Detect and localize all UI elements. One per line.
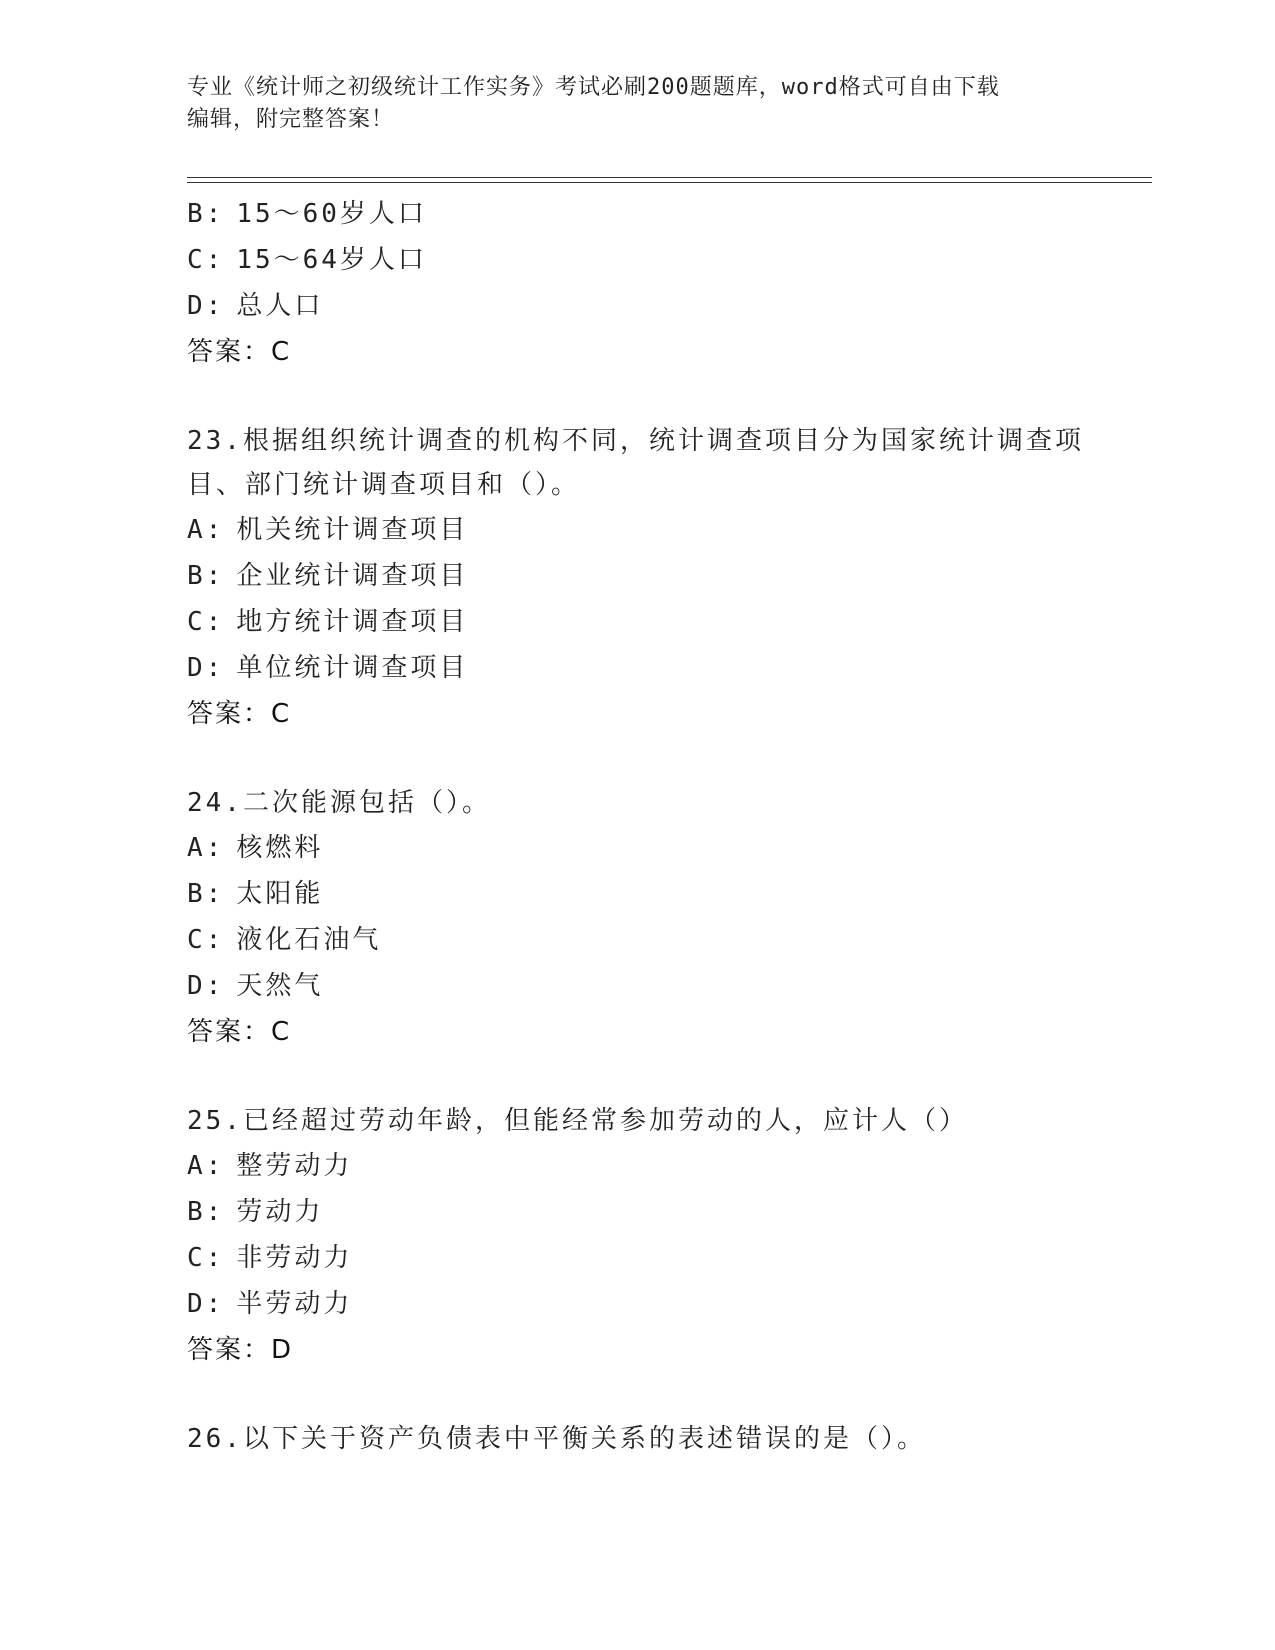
question-stem [187,1417,1087,1461]
header-line-2: 编辑，附完整答案！ [187,107,395,132]
option-c: C: 15～64岁人口 [187,245,427,275]
header-rule-bottom [187,182,1152,183]
option-d: D: 天然气 [187,971,324,1001]
question-stem [187,1099,1087,1143]
option-d: D: 总人口 [187,291,324,321]
option-a: A: 整劳动力 [187,1151,353,1181]
answer-line: 答案：D [187,1335,294,1365]
option-b: B: 企业统计调查项目 [187,561,469,591]
question-list [187,191,1087,1461]
stem-line-1: 24.二次能源包括（）。 [187,788,491,818]
question-24 [187,781,1087,1055]
question-23 [187,419,1087,737]
option-b: B: 太阳能 [187,879,324,909]
option-a: A: 机关统计调查项目 [187,515,469,545]
option-c: C: 地方统计调查项目 [187,607,469,637]
header-line-1: 专业《统计师之初级统计工作实务》考试必刷200题题库，word格式可自由下载 [187,75,1000,100]
question-25 [187,1099,1087,1373]
stem-line-2: 目、部门统计调查项目和（）。 [187,470,581,500]
option-d: D: 单位统计调查项目 [187,653,469,683]
option-a: A: 核燃料 [187,833,324,863]
answer-line: 答案：C [187,699,292,729]
document-header [187,72,1067,136]
question-stem [187,419,1087,507]
stem-line-1: 25.已经超过劳动年龄，但能经常参加劳动的人，应计人（） [187,1106,968,1136]
option-c: C: 非劳动力 [187,1243,353,1273]
question-22-continued [187,191,1087,375]
option-d: D: 半劳动力 [187,1289,353,1319]
answer-line: 答案：C [187,1017,292,1047]
header-rule-top [187,177,1152,178]
question-stem [187,781,1087,825]
option-b: B: 劳动力 [187,1197,324,1227]
option-b: B: 15～60岁人口 [187,199,427,229]
stem-line-1: 26.以下关于资产负债表中平衡关系的表述错误的是（）。 [187,1424,926,1454]
option-c: C: 液化石油气 [187,925,382,955]
stem-line-1: 23.根据组织统计调查的机构不同，统计调查项目分为国家统计调查项 [187,426,1084,456]
question-26 [187,1417,1087,1461]
answer-line: 答案：C [187,337,292,367]
